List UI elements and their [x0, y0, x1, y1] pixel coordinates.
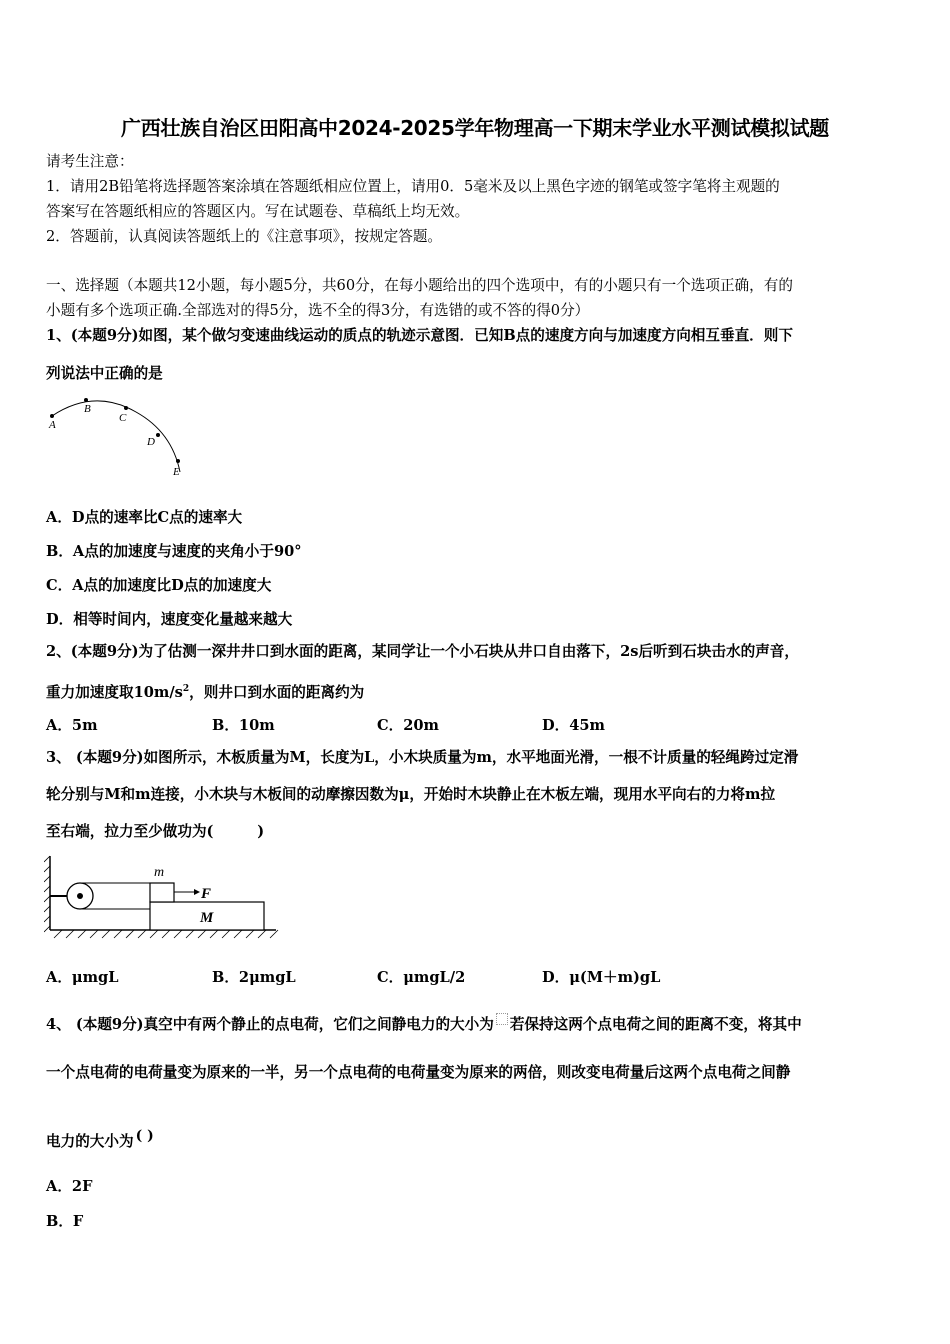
q4-stem-line-3: 电力的大小为 ( ): [46, 1128, 154, 1150]
q2-option-c[interactable]: C．20m: [377, 717, 439, 734]
q1-stem-line-1: 1、(本题9分)如图，某个做匀变速曲线运动的质点的轨迹示意图．已知B点的速度方向与加速度方向相互垂直．则下: [46, 327, 793, 344]
q2-option-d[interactable]: D．45m: [542, 717, 605, 734]
q4-stem-line-2: 一个点电荷的电荷量变为原来的一半，另一个点电荷的电荷量变为原来的两倍，则改变电荷量后这两个点电荷之间静: [46, 1064, 791, 1081]
q3-stem-line-1: 3、 (本题9分)如图所示，木板质量为M，长度为L，小木块质量为m，水平地面光滑，一根不计质量的轻绳跨过定滑: [46, 749, 799, 766]
q2-option-b[interactable]: B．10m: [212, 717, 275, 734]
section-heading-line-2: 小题有多个选项正确.全部选对的得5分，选不全的得3分，有选错的或不答的得0分）: [46, 302, 590, 319]
point-label-c: C: [119, 412, 127, 424]
point-label-e: E: [173, 466, 180, 478]
q1-option-d[interactable]: D．相等时间内，速度变化量越来越大: [46, 611, 293, 628]
q4-option-b[interactable]: B．F: [46, 1213, 84, 1230]
notice-item-1-line-1: 1．请用2B铅笔将选择题答案涂填在答题纸相应位置上，请用0．5毫米及以上黑色字迹的钢笔或签字笔将主观题的: [46, 178, 780, 195]
q2-stem-line-1: 2、(本题9分)为了估测一深井井口到水面的距离，某同学让一个小石块从井口自由落下，2s后听到石块击水的声音，: [46, 643, 799, 660]
q3-option-d[interactable]: D．μ(M＋m)gL: [542, 969, 661, 986]
trajectory-figure: [44, 394, 194, 484]
point-label-b: B: [84, 403, 91, 415]
page-title: 广西壮族自治区田阳高中2024-2025学年物理高一下期末学业水平测试模拟试题: [121, 116, 829, 140]
point-label-a: A: [49, 419, 56, 431]
q3-stem-line-2: 轮分别与M和m连接，小木块与木板间的动摩擦因数为μ，开始时木块静止在木板左端，现用水平向右的力将m拉: [46, 786, 776, 803]
notice-item-2: 2．答题前，认真阅读答题纸上的《注意事项》，按规定答题。: [46, 228, 443, 245]
section-heading-line-1: 一、选择题（本题共12小题，每小题5分，共60分，在每小题给出的四个选项中，有的小题只有一个选项正确，有的: [46, 277, 793, 294]
q3-option-c[interactable]: C．μmgL/2: [377, 969, 466, 986]
q1-option-b[interactable]: B．A点的加速度与速度的夹角小于90°: [46, 543, 302, 560]
label-board-mass: M: [200, 910, 214, 926]
label-force: F: [201, 886, 212, 902]
q3-option-b[interactable]: B．2μmgL: [212, 969, 296, 986]
notice-item-1-line-2: 答案写在答题纸相应的答题区内。写在试题卷、草稿纸上均无效。: [46, 203, 470, 220]
q4-stem-line-1: 4、 (本题9分)真空中有两个静止的点电荷，它们之间静电力的大小为 若保持这两个点电荷之间的距离不变，将其中: [46, 1013, 802, 1035]
point-label-d: D: [147, 436, 155, 448]
formula-placeholder: [496, 1013, 508, 1025]
pulley-board-figure: [44, 854, 280, 940]
label-m: m: [154, 865, 165, 880]
q1-option-a[interactable]: A．D点的速率比C点的速率大: [46, 509, 243, 526]
q2-option-a[interactable]: A．5m: [46, 717, 98, 734]
q2-stem-line-2: 重力加速度取$10m/s^2$，则井口到水面的距离约为: [46, 684, 365, 701]
notice-heading: 请考生注意：: [46, 153, 134, 170]
q3-stem-line-3: 至右端，拉力至少做功为( ): [46, 823, 265, 840]
q1-stem-line-2: 列说法中正确的是: [46, 365, 163, 382]
q4-option-a[interactable]: A．2F: [46, 1178, 93, 1195]
q1-option-c[interactable]: C．A点的加速度比D点的加速度大: [46, 577, 272, 594]
q3-option-a[interactable]: A．μmgL: [46, 969, 119, 986]
